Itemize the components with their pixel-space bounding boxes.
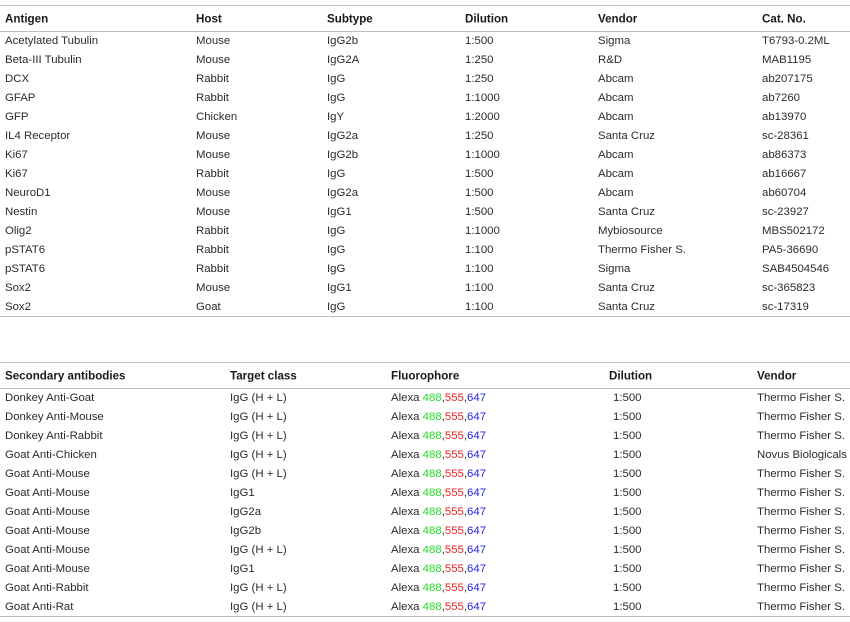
target-class-cell: IgG2b xyxy=(230,525,262,538)
fluorophore-a: 488 xyxy=(422,562,442,575)
table-row xyxy=(0,108,850,127)
dilution-cell: 1:1000 xyxy=(465,92,500,105)
host-cell: Chicken xyxy=(196,111,238,124)
secondary-antibody-cell: Donkey Anti-Mouse xyxy=(5,411,104,424)
secondary-antibody-cell: Goat Anti-Mouse xyxy=(5,525,90,538)
table-row xyxy=(0,408,850,427)
bottom-rule xyxy=(0,616,850,617)
table-row xyxy=(0,578,850,597)
fluorophore-a: 488 xyxy=(422,449,442,462)
dilution-cell: 1:1000 xyxy=(465,224,500,237)
fluorophore-b: 555 xyxy=(444,562,464,575)
secondary-antibody-cell: Goat Anti-Mouse xyxy=(5,487,90,500)
table-row xyxy=(0,221,850,240)
vendor-cell: Thermo Fisher S. xyxy=(757,543,845,556)
column-header-dilution: Dilution xyxy=(465,12,509,25)
host-cell: Rabbit xyxy=(196,262,229,275)
vendor-cell: Thermo Fisher S. xyxy=(757,506,845,519)
table-body xyxy=(0,389,850,616)
fluorophore-sep2: , xyxy=(463,392,468,405)
fluorophore-cell xyxy=(391,544,486,556)
host-cell: Mouse xyxy=(196,149,231,162)
host-cell: Mouse xyxy=(196,54,231,67)
subtype-cell: IgG1 xyxy=(327,281,352,294)
antigen-cell: GFP xyxy=(5,111,29,124)
fluorophore-prefix: Alexa xyxy=(391,525,423,538)
vendor-cell: Novus Biologicals xyxy=(757,449,847,462)
fluorophore-a: 488 xyxy=(422,411,442,424)
fluorophore-a: 488 xyxy=(422,506,442,519)
fluorophore-prefix: Alexa xyxy=(391,562,423,575)
secondary-antibody-cell: Goat Anti-Mouse xyxy=(5,506,90,519)
dilution-cell: 1:500 xyxy=(613,543,642,556)
fluorophore-b: 555 xyxy=(444,543,464,556)
dilution-cell: 1:250 xyxy=(465,73,494,86)
fluorophore-sep1: , xyxy=(441,525,445,538)
column-header-target-class: Target class xyxy=(230,369,297,382)
fluorophore-a: 488 xyxy=(422,392,442,405)
fluorophore-sep2: , xyxy=(463,543,468,556)
table-row xyxy=(0,127,850,146)
target-class-cell: IgG (H + L) xyxy=(230,392,287,405)
host-cell: Rabbit xyxy=(196,92,229,105)
table-row xyxy=(0,240,850,259)
secondary-antibody-cell: Goat Anti-Rabbit xyxy=(5,581,89,594)
fluorophore-prefix: Alexa xyxy=(391,449,423,462)
dilution-cell: 1:500 xyxy=(613,468,642,481)
host-cell: Mouse xyxy=(196,186,231,199)
dilution-cell: 1:500 xyxy=(613,525,642,538)
fluorophore-a: 488 xyxy=(422,543,442,556)
table-row xyxy=(0,146,850,165)
table-row xyxy=(0,559,850,578)
target-class-cell: IgG (H + L) xyxy=(230,543,287,556)
fluorophore-c: 647 xyxy=(467,600,487,613)
fluorophore-sep2: , xyxy=(463,581,468,594)
vendor-cell: Santa Cruz xyxy=(598,300,655,313)
fluorophore-a: 488 xyxy=(422,600,442,613)
dilution-cell: 1:500 xyxy=(613,430,642,443)
cat-no-cell: MAB1195 xyxy=(762,54,812,67)
antigen-cell: GFAP xyxy=(5,92,36,105)
antigen-cell: Olig2 xyxy=(5,224,32,237)
primary-antibody-table xyxy=(0,5,850,317)
fluorophore-b: 555 xyxy=(444,506,464,519)
bottom-rule xyxy=(0,316,850,317)
dilution-cell: 1:100 xyxy=(465,300,494,313)
table-row xyxy=(0,259,850,278)
dilution-cell: 1:500 xyxy=(613,562,642,575)
fluorophore-sep2: , xyxy=(463,430,468,443)
cat-no-cell: ab60704 xyxy=(762,186,807,199)
subtype-cell: IgG xyxy=(327,224,346,237)
dilution-cell: 1:500 xyxy=(465,186,494,199)
host-cell: Rabbit xyxy=(196,243,229,256)
fluorophore-sep1: , xyxy=(441,487,445,500)
vendor-cell: Thermo Fisher S. xyxy=(757,487,845,500)
fluorophore-sep2: , xyxy=(463,600,468,613)
table-row xyxy=(0,70,850,89)
target-class-cell: IgG1 xyxy=(230,562,255,575)
vendor-cell: Abcam xyxy=(598,73,634,86)
fluorophore-sep2: , xyxy=(463,449,468,462)
fluorophore-a: 488 xyxy=(422,581,442,594)
fluorophore-cell xyxy=(391,468,486,480)
fluorophore-b: 555 xyxy=(444,468,464,481)
fluorophore-sep1: , xyxy=(441,468,445,481)
table-row xyxy=(0,446,850,465)
dilution-cell: 1:1000 xyxy=(465,149,500,162)
fluorophore-c: 647 xyxy=(467,581,487,594)
fluorophore-a: 488 xyxy=(422,468,442,481)
vendor-cell: Sigma xyxy=(598,35,631,48)
host-cell: Mouse xyxy=(196,35,231,48)
column-header-dilution: Dilution xyxy=(609,369,653,382)
cat-no-cell: PA5-36690 xyxy=(762,243,819,256)
table-row xyxy=(0,297,850,316)
target-class-cell: IgG2a xyxy=(230,506,262,519)
fluorophore-prefix: Alexa xyxy=(391,411,423,424)
subtype-cell: IgG xyxy=(327,300,346,313)
secondary-antibody-cell: Goat Anti-Rat xyxy=(5,600,74,613)
secondary-antibody-cell: Goat Anti-Mouse xyxy=(5,562,90,575)
dilution-cell: 1:500 xyxy=(465,205,494,218)
target-class-cell: IgG (H + L) xyxy=(230,430,287,443)
fluorophore-c: 647 xyxy=(467,487,487,500)
secondary-antibody-cell: Donkey Anti-Rabbit xyxy=(5,430,103,443)
table-row xyxy=(0,32,850,51)
cat-no-cell: MBS502172 xyxy=(762,224,825,237)
fluorophore-c: 647 xyxy=(467,411,487,424)
cat-no-cell: ab13970 xyxy=(762,111,807,124)
table-row xyxy=(0,202,850,221)
vendor-cell: Thermo Fisher S. xyxy=(757,525,845,538)
fluorophore-b: 555 xyxy=(444,581,464,594)
table-row xyxy=(0,389,850,408)
fluorophore-c: 647 xyxy=(467,506,487,519)
vendor-cell: Thermo Fisher S. xyxy=(757,468,845,481)
fluorophore-sep2: , xyxy=(463,468,468,481)
column-header-secondary-antibody: Secondary antibodies xyxy=(5,369,126,382)
column-header-vendor: Vendor xyxy=(757,369,797,382)
dilution-cell: 1:500 xyxy=(613,600,642,613)
secondary-antibody-cell: Donkey Anti-Goat xyxy=(5,392,95,405)
fluorophore-cell xyxy=(391,392,486,404)
antigen-cell: Ki67 xyxy=(5,149,28,162)
column-header-vendor: Vendor xyxy=(598,12,638,25)
subtype-cell: IgG1 xyxy=(327,205,352,218)
vendor-cell: Thermo Fisher S. xyxy=(757,430,845,443)
fluorophore-sep1: , xyxy=(441,581,445,594)
fluorophore-sep1: , xyxy=(441,543,445,556)
vendor-cell: Thermo Fisher S. xyxy=(757,581,845,594)
vendor-cell: Thermo Fisher S. xyxy=(757,411,845,424)
fluorophore-sep1: , xyxy=(441,430,445,443)
cat-no-cell: ab207175 xyxy=(762,73,813,86)
vendor-cell: Abcam xyxy=(598,149,634,162)
table-row xyxy=(0,51,850,70)
subtype-cell: IgG xyxy=(327,168,346,181)
fluorophore-b: 555 xyxy=(444,449,464,462)
vendor-cell: Thermo Fisher S. xyxy=(598,243,686,256)
host-cell: Rabbit xyxy=(196,168,229,181)
secondary-antibody-cell: Goat Anti-Chicken xyxy=(5,449,97,462)
fluorophore-prefix: Alexa xyxy=(391,487,423,500)
fluorophore-prefix: Alexa xyxy=(391,600,423,613)
fluorophore-sep1: , xyxy=(441,562,445,575)
dilution-cell: 1:500 xyxy=(613,487,642,500)
fluorophore-sep2: , xyxy=(463,506,468,519)
host-cell: Mouse xyxy=(196,205,231,218)
vendor-cell: Abcam xyxy=(598,111,634,124)
cat-no-cell: sc-23927 xyxy=(762,205,809,218)
table-row xyxy=(0,89,850,108)
table-row xyxy=(0,184,850,203)
column-header-fluorophore: Fluorophore xyxy=(391,369,460,382)
antigen-cell: Sox2 xyxy=(5,281,31,294)
target-class-cell: IgG1 xyxy=(230,487,255,500)
subtype-cell: IgG2A xyxy=(327,54,360,67)
host-cell: Rabbit xyxy=(196,73,229,86)
cat-no-cell: ab7260 xyxy=(762,92,801,105)
vendor-cell: Thermo Fisher S. xyxy=(757,562,845,575)
fluorophore-cell xyxy=(391,449,486,461)
antigen-cell: IL4 Receptor xyxy=(5,130,71,143)
table-row xyxy=(0,541,850,560)
subtype-cell: IgG2b xyxy=(327,35,359,48)
host-cell: Goat xyxy=(196,300,221,313)
target-class-cell: IgG (H + L) xyxy=(230,581,287,594)
fluorophore-prefix: Alexa xyxy=(391,543,423,556)
cat-no-cell: sc-365823 xyxy=(762,281,816,294)
fluorophore-c: 647 xyxy=(467,468,487,481)
fluorophore-c: 647 xyxy=(467,562,487,575)
fluorophore-sep2: , xyxy=(463,487,468,500)
antigen-cell: Beta-III Tubulin xyxy=(5,54,82,67)
fluorophore-sep2: , xyxy=(463,525,468,538)
dilution-cell: 1:100 xyxy=(465,243,494,256)
target-class-cell: IgG (H + L) xyxy=(230,600,287,613)
fluorophore-cell xyxy=(391,525,486,537)
table-body xyxy=(0,32,850,316)
dilution-cell: 1:2000 xyxy=(465,111,500,124)
vendor-cell: Santa Cruz xyxy=(598,205,655,218)
fluorophore-b: 555 xyxy=(444,600,464,613)
antigen-cell: Sox2 xyxy=(5,300,31,313)
vendor-cell: Abcam xyxy=(598,186,634,199)
fluorophore-sep2: , xyxy=(463,411,468,424)
table-row xyxy=(0,465,850,484)
fluorophore-b: 555 xyxy=(444,525,464,538)
table-row xyxy=(0,597,850,616)
subtype-cell: IgY xyxy=(327,111,345,124)
fluorophore-cell xyxy=(391,506,486,518)
fluorophore-prefix: Alexa xyxy=(391,430,423,443)
dilution-cell: 1:500 xyxy=(465,35,494,48)
fluorophore-b: 555 xyxy=(444,487,464,500)
dilution-cell: 1:500 xyxy=(613,411,642,424)
fluorophore-prefix: Alexa xyxy=(391,468,423,481)
fluorophore-prefix: Alexa xyxy=(391,581,423,594)
cat-no-cell: sc-28361 xyxy=(762,130,809,143)
fluorophore-sep2: , xyxy=(463,562,468,575)
table-header-row xyxy=(0,6,850,31)
column-header-subtype: Subtype xyxy=(327,12,373,25)
fluorophore-prefix: Alexa xyxy=(391,506,423,519)
fluorophore-sep1: , xyxy=(441,411,445,424)
subtype-cell: IgG2a xyxy=(327,186,359,199)
column-header-cat-no: Cat. No. xyxy=(762,12,806,25)
dilution-cell: 1:500 xyxy=(613,581,642,594)
table-row xyxy=(0,522,850,541)
fluorophore-sep1: , xyxy=(441,392,445,405)
vendor-cell: Abcam xyxy=(598,92,634,105)
fluorophore-c: 647 xyxy=(467,525,487,538)
fluorophore-sep1: , xyxy=(441,449,445,462)
fluorophore-b: 555 xyxy=(444,430,464,443)
antigen-cell: Acetylated Tubulin xyxy=(5,35,99,48)
fluorophore-a: 488 xyxy=(422,525,442,538)
secondary-antibody-cell: Goat Anti-Mouse xyxy=(5,468,90,481)
vendor-cell: Thermo Fisher S. xyxy=(757,392,845,405)
fluorophore-b: 555 xyxy=(444,392,464,405)
fluorophore-cell xyxy=(391,601,486,613)
target-class-cell: IgG (H + L) xyxy=(230,468,287,481)
target-class-cell: IgG (H + L) xyxy=(230,449,287,462)
table-row xyxy=(0,427,850,446)
vendor-cell: Abcam xyxy=(598,168,634,181)
table-row xyxy=(0,278,850,297)
vendor-cell: R&D xyxy=(598,54,623,67)
vendor-cell: Thermo Fisher S. xyxy=(757,600,845,613)
subtype-cell: IgG2b xyxy=(327,149,359,162)
vendor-cell: Santa Cruz xyxy=(598,281,655,294)
antigen-cell: Ki67 xyxy=(5,168,28,181)
dilution-cell: 1:250 xyxy=(465,130,494,143)
subtype-cell: IgG xyxy=(327,262,346,275)
antigen-cell: Nestin xyxy=(5,205,38,218)
antigen-cell: pSTAT6 xyxy=(5,262,46,275)
secondary-antibody-cell: Goat Anti-Mouse xyxy=(5,543,90,556)
dilution-cell: 1:500 xyxy=(613,392,642,405)
subtype-cell: IgG2a xyxy=(327,130,359,143)
dilution-cell: 1:500 xyxy=(613,506,642,519)
fluorophore-b: 555 xyxy=(444,411,464,424)
subtype-cell: IgG xyxy=(327,73,346,86)
dilution-cell: 1:100 xyxy=(465,262,494,275)
antigen-cell: pSTAT6 xyxy=(5,243,46,256)
cat-no-cell: sc-17319 xyxy=(762,300,809,313)
cat-no-cell: ab86373 xyxy=(762,149,807,162)
cat-no-cell: SAB4504546 xyxy=(762,262,830,275)
antigen-cell: NeuroD1 xyxy=(5,186,51,199)
fluorophore-cell xyxy=(391,563,486,575)
target-class-cell: IgG (H + L) xyxy=(230,411,287,424)
table-row xyxy=(0,165,850,184)
subtype-cell: IgG xyxy=(327,92,346,105)
fluorophore-prefix: Alexa xyxy=(391,392,423,405)
fluorophore-sep1: , xyxy=(441,506,445,519)
cat-no-cell: ab16667 xyxy=(762,168,807,181)
antigen-cell: DCX xyxy=(5,73,30,86)
cat-no-cell: T6793-0.2ML xyxy=(762,35,830,48)
fluorophore-cell xyxy=(391,411,486,423)
vendor-cell: Sigma xyxy=(598,262,631,275)
fluorophore-c: 647 xyxy=(467,543,487,556)
dilution-cell: 1:500 xyxy=(613,449,642,462)
fluorophore-c: 647 xyxy=(467,449,487,462)
fluorophore-sep1: , xyxy=(441,600,445,613)
dilution-cell: 1:250 xyxy=(465,54,494,67)
vendor-cell: Mybiosource xyxy=(598,224,663,237)
column-header-antigen: Antigen xyxy=(5,12,49,25)
host-cell: Rabbit xyxy=(196,224,229,237)
fluorophore-a: 488 xyxy=(422,430,442,443)
dilution-cell: 1:500 xyxy=(465,168,494,181)
fluorophore-cell xyxy=(391,430,486,442)
table-header-row xyxy=(0,363,850,388)
column-header-host: Host xyxy=(196,12,222,25)
host-cell: Mouse xyxy=(196,130,231,143)
subtype-cell: IgG xyxy=(327,243,346,256)
fluorophore-c: 647 xyxy=(467,392,487,405)
vendor-cell: Santa Cruz xyxy=(598,130,655,143)
table-row xyxy=(0,503,850,522)
fluorophore-cell xyxy=(391,582,486,594)
fluorophore-cell xyxy=(391,487,486,499)
dilution-cell: 1:100 xyxy=(465,281,494,294)
fluorophore-c: 647 xyxy=(467,430,487,443)
table-row xyxy=(0,484,850,503)
host-cell: Mouse xyxy=(196,281,231,294)
fluorophore-a: 488 xyxy=(422,487,442,500)
secondary-antibody-table xyxy=(0,362,850,617)
